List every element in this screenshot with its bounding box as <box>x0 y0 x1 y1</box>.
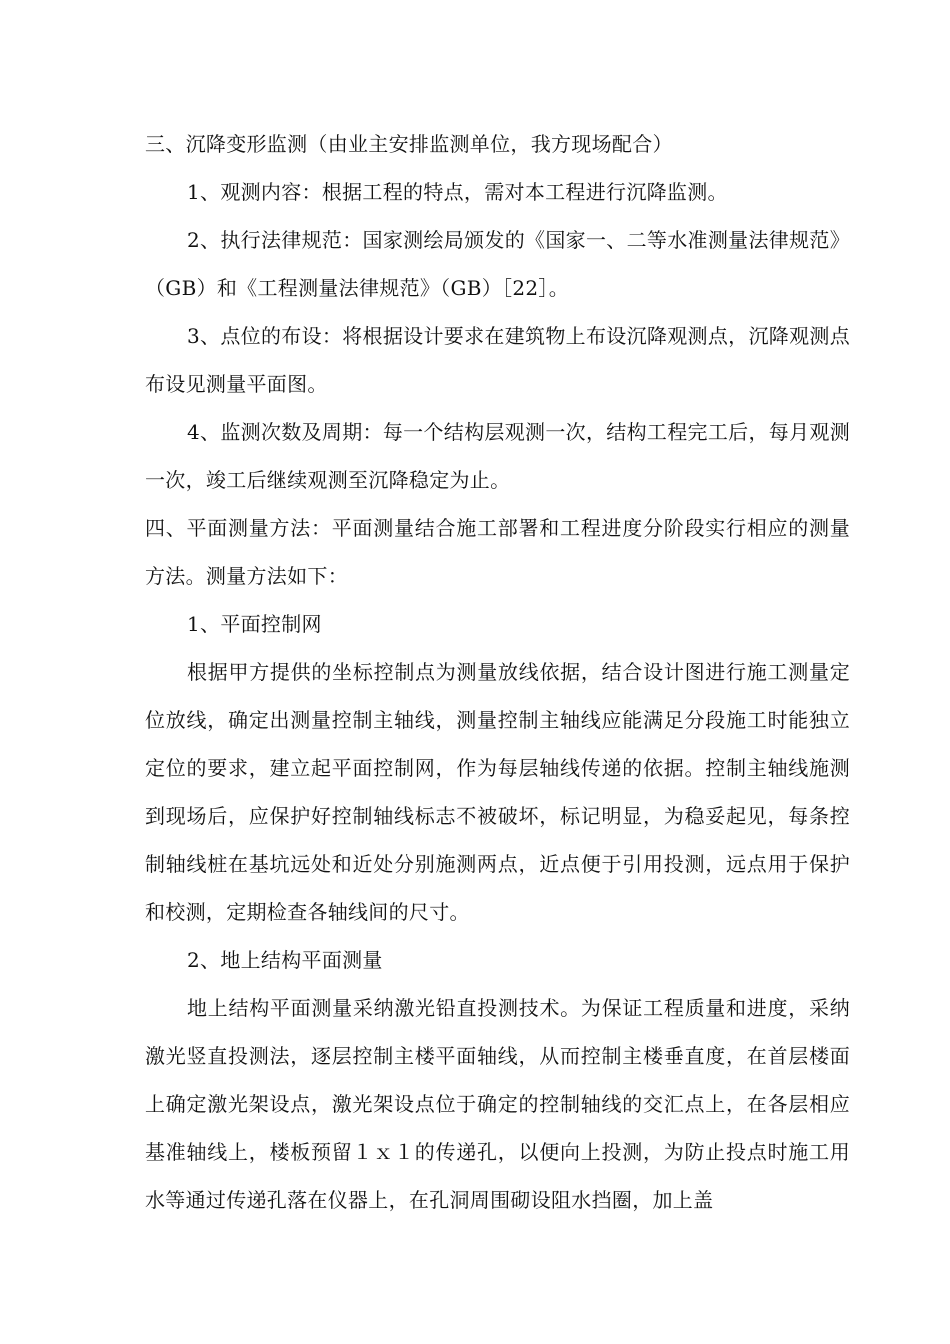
paragraph-monitoring-frequency: 4、监测次数及周期：每一个结构层观测一次，结构工程完工后，每月观测一次，竣工后继续观测至沉降稳定为止。 <box>145 420 850 492</box>
section-heading-plane-survey: 四、平面测量方法：平面测量结合施工部署和工程进度分阶段实行相应的测量方法。测量方法如下： <box>145 516 850 588</box>
subheading-control-network: 1、平面控制网 <box>187 612 322 636</box>
paragraph-point-layout: 3、点位的布设：将根据设计要求在建筑物上布设沉降观测点，沉降观测点布设见测量平面图。 <box>145 324 850 396</box>
subheading-above-ground-survey: 2、地上结构平面测量 <box>187 948 383 972</box>
section-heading-settlement-monitoring: 三、沉降变形监测（由业主安排监测单位，我方现场配合） <box>145 132 673 156</box>
document-body <box>145 120 850 1224</box>
paragraph-observation-content: 1、观测内容：根据工程的特点，需对本工程进行沉降监测。 <box>187 180 728 204</box>
paragraph-control-network: 根据甲方提供的坐标控制点为测量放线依据，结合设计图进行施工测量定位放线，确定出测量控制主轴线，测量控制主轴线应能满足分段施工时能独立定位的要求，建立起平面控制网，作为每层轴线传递的依据。控制主轴线施测到现场后，应保护好控制轴线标志不被破坏，标记明显，为稳妥起见，每条控制轴线桩在基坑远处和近处分别施测两点，近点便于引用投测，远点用于保护和校测，定期检查各轴线间的尺寸。 <box>145 660 850 924</box>
paragraph-above-ground-survey: 地上结构平面测量采纳激光铅直投测技术。为保证工程质量和进度，采纳激光竖直投测法，逐层控制主楼平面轴线，从而控制主楼垂直度，在首层楼面上确定激光架设点，激光架设点位于确定的控制轴线的交汇点上，在各层相应基准轴线上，楼板预留１ｘ１的传递孔，以便向上投测，为防止投点时施工用水等通过传递孔落在仪器上，在孔洞周围砌设阻水挡圈，加上盖 <box>145 996 850 1212</box>
paragraph-standards: 2、执行法律规范：国家测绘局颁发的《国家一、二等水准测量法律规范》（GB）和《工程测量法律规范》（GB）［22］。 <box>145 228 850 300</box>
